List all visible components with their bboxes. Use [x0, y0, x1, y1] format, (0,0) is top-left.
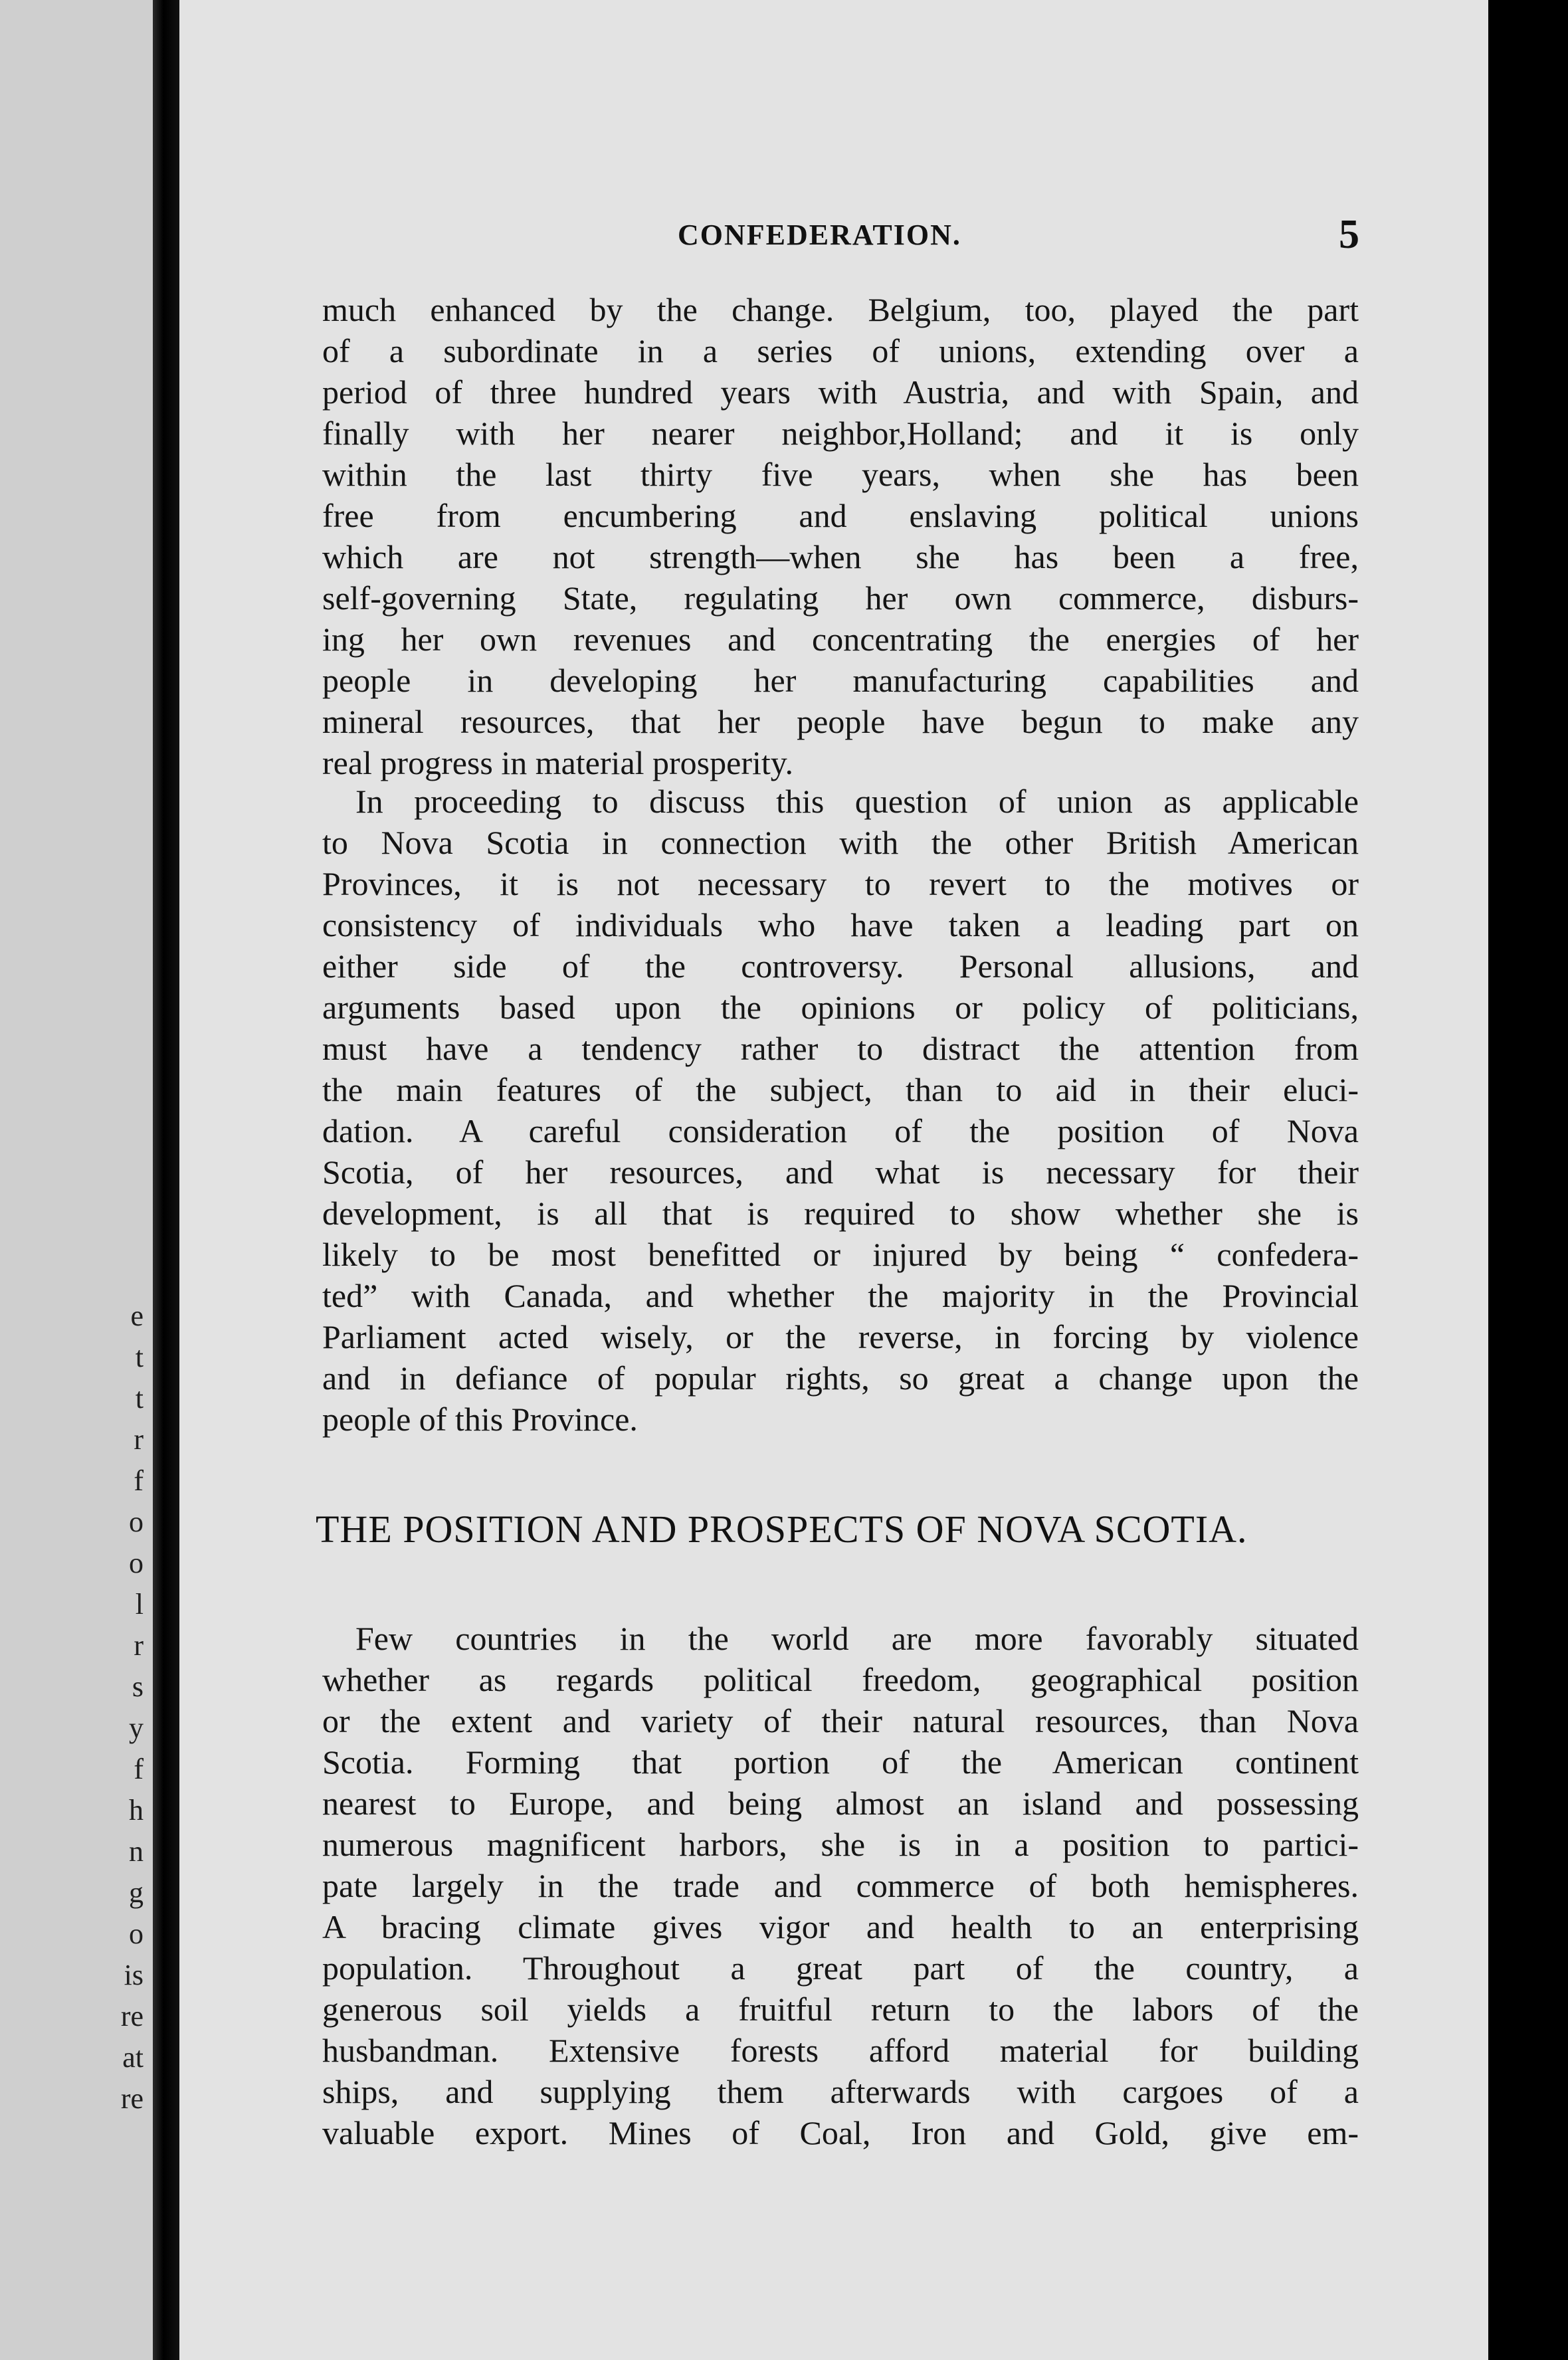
facing-page-fragment: s	[132, 1670, 144, 1703]
page-edge-shadow	[1488, 0, 1528, 2360]
facing-page-fragment: n	[129, 1835, 144, 1868]
text-line: or the extent and variety of their natural resources, than Nova	[322, 1702, 1359, 1739]
text-line: the main features of the subject, than to aid in their eluci-	[322, 1071, 1359, 1108]
text-line: Parliament acted wisely, or the reverse, in forcing by violence	[322, 1318, 1359, 1355]
running-title: CONFEDERATION.	[678, 219, 961, 251]
text-line: consistency of individuals who have taken a leading part on	[322, 906, 1359, 943]
facing-page-fragment: l	[135, 1588, 144, 1621]
facing-page-fragment: re	[120, 2082, 144, 2115]
text-line: within the last thirty five years, when she has been	[322, 456, 1359, 493]
facing-page-text-fragments	[121, 1296, 144, 2119]
facing-page	[0, 0, 153, 2360]
text-line: either side of the controversy. Personal allusions, and	[322, 947, 1359, 985]
text-line: nearest to Europe, and being almost an island and possessing	[322, 1785, 1359, 1822]
facing-page-fragment: h	[129, 1794, 144, 1826]
text-line: mineral resources, that her people have begun to make any	[322, 703, 1359, 740]
facing-page-fragment: o	[129, 1918, 144, 1950]
text-line: generous soil yields a fruitful return to the labors of the	[322, 1991, 1359, 2028]
facing-page-fragment: r	[134, 1629, 144, 1662]
text-line: people of this Province.	[322, 1401, 638, 1438]
text-line: Scotia, of her resources, and what is necessary for their	[322, 1153, 1359, 1191]
text-line: real progress in material prosperity.	[322, 744, 794, 781]
facing-page-fragment: t	[135, 1341, 144, 1373]
text-line: ships, and supplying them afterwards with cargoes of a	[322, 2073, 1359, 2110]
text-line: A bracing climate gives vigor and health to an enterprising	[322, 1908, 1359, 1945]
facing-page-fragment: e	[130, 1300, 144, 1332]
section-heading: THE POSITION AND PROSPECTS OF NOVA SCOTIA.	[316, 1508, 1248, 1551]
facing-page-fragment: at	[122, 2041, 144, 2074]
text-line: period of three hundred years with Austria, and with Spain, and	[322, 373, 1359, 411]
paragraph-belgium	[322, 289, 1359, 783]
page-number: 5	[1339, 212, 1359, 257]
running-header	[179, 211, 1359, 264]
text-line: much enhanced by the change. Belgium, too, played the part	[322, 291, 1359, 328]
facing-page-fragment: f	[134, 1753, 144, 1785]
text-line: free from encumbering and enslaving political unions	[322, 497, 1359, 534]
text-line: arguments based upon the opinions or policy of politicians,	[322, 989, 1359, 1026]
text-line: Provinces, it is not necessary to revert to the motives or	[322, 865, 1359, 902]
facing-page-fragment: is	[124, 1959, 144, 1991]
text-line: self-governing State, regulating her own commerce, disburs-	[322, 579, 1359, 617]
book-page	[179, 0, 1528, 2360]
text-line: must have a tendency rather to distract the attention from	[322, 1030, 1359, 1067]
facing-page-fragment: t	[135, 1382, 144, 1415]
text-line: valuable export. Mines of Coal, Iron and Gold, give em-	[322, 2114, 1359, 2151]
paragraph-union-question	[322, 781, 1359, 1440]
text-line: ted” with Canada, and whether the majority in the Provincial	[322, 1277, 1359, 1314]
facing-page-fragment: f	[134, 1464, 144, 1497]
text-line: whether as regards political freedom, geographical position	[322, 1661, 1359, 1698]
text-line: In proceeding to discuss this question of union as applicable	[355, 783, 1359, 820]
facing-page-fragment: r	[134, 1423, 144, 1456]
facing-page-fragment: y	[129, 1712, 144, 1744]
text-line: development, is all that is required to show whether she is	[322, 1195, 1359, 1232]
facing-page-fragment: o	[129, 1506, 144, 1538]
text-line: ing her own revenues and concentrating the energies of her	[322, 621, 1359, 658]
text-line: people in developing her manufacturing capabilities and	[322, 662, 1359, 699]
text-line: dation. A careful consideration of the position of Nova	[322, 1112, 1359, 1149]
facing-page-fragment: re	[120, 2000, 144, 2032]
text-line: to Nova Scotia in connection with the other British American	[322, 824, 1359, 861]
text-line: and in defiance of popular rights, so great a change upon the	[322, 1359, 1359, 1397]
paragraph-nova-scotia-position	[322, 1618, 1359, 2153]
facing-page-fragment: g	[129, 1876, 144, 1909]
text-line: finally with her nearer neighbor,Holland; and it is only	[322, 415, 1359, 452]
book-gutter	[153, 0, 179, 2360]
text-line: pate largely in the trade and commerce of both hemispheres.	[322, 1867, 1359, 1904]
text-line: of a subordinate in a series of unions, extending over a	[322, 332, 1359, 369]
text-line: which are not strength—when she has been a free,	[322, 538, 1359, 575]
text-line: numerous magnificent harbors, she is in a position to partici-	[322, 1826, 1359, 1863]
text-line: likely to be most benefitted or injured by being “ confedera-	[322, 1236, 1359, 1273]
facing-page-fragment: o	[129, 1547, 144, 1579]
text-line: Scotia. Forming that portion of the American continent	[322, 1743, 1359, 1781]
text-line: husbandman. Extensive forests afford material for building	[322, 2032, 1359, 2069]
text-line: population. Throughout a great part of the country, a	[322, 1949, 1359, 1987]
text-line: Few countries in the world are more favorably situated	[355, 1620, 1359, 1657]
